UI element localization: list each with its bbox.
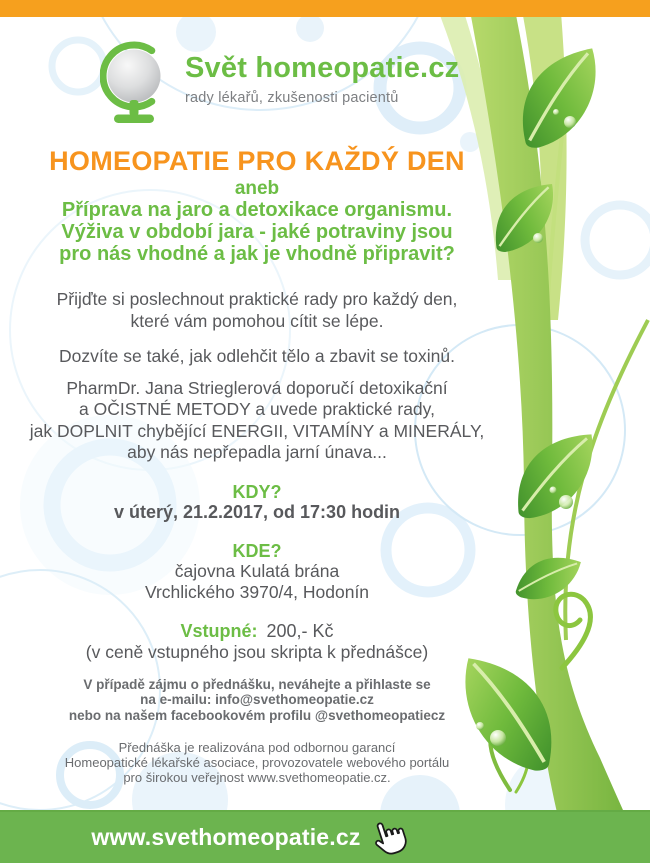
paragraph-line: jak DOPLNIT chybějící ENERGII, VITAMÍNY a MINERÁLY, <box>29 420 485 441</box>
footer-url: www.svethomeopatie.cz <box>91 824 361 850</box>
email-prefix: na e-mailu: <box>140 692 212 707</box>
intro-paragraph-1 <box>8 289 506 332</box>
top-orange-bar <box>0 0 650 17</box>
subtitle-line: Výživa v období jara - jaké potraviny jsou <box>61 221 453 243</box>
footer-website-link[interactable] <box>91 818 408 858</box>
logo-text <box>185 40 459 106</box>
paragraph-line: které vám pomohou cítit se lépe. <box>130 310 384 331</box>
contact-line: nebo na našem facebookovém profilu @svethomeopatiecz <box>68 707 446 723</box>
logo <box>100 40 459 125</box>
paragraph-line: PharmDr. Jana Strieglerová doporučí detoxikační <box>66 377 448 398</box>
subtitle-line: Příprava na jaro a detoxikace organismu. <box>61 199 453 221</box>
contact-block <box>8 677 506 724</box>
globe-on-stand-icon <box>100 40 172 125</box>
event-title: HOMEOPATIE PRO KAŽDÝ DEN <box>49 146 465 176</box>
site-tagline: rady lékařů, zkušenosti pacientů <box>185 90 399 106</box>
paragraph-line: Přijďte si poslechnout praktické rady pro každý den, <box>56 289 458 309</box>
intro-paragraph-3 <box>8 378 506 464</box>
when-label: KDY? <box>232 481 282 502</box>
guarantee-line: Přednáška je realizována pod odbornou garancí <box>118 740 396 755</box>
event-subtitle <box>8 199 506 265</box>
guarantee-line: pro širokou veřejnost www.svethomeopatie.cz. <box>123 770 391 785</box>
site-name: Svět homeopatie.cz <box>185 52 460 84</box>
venue-name: čajovna Kulatá brána <box>174 560 340 581</box>
where-value <box>8 561 506 603</box>
email-link[interactable]: info@svethomeopatie.cz <box>215 692 374 707</box>
guarantee-block <box>8 740 506 785</box>
paragraph-line: a OČISTNÉ METODY a uvede praktické rady, <box>79 399 435 419</box>
hand-cursor-icon <box>369 818 409 858</box>
when-value: v úterý, 21.2.2017, od 17:30 hodin <box>113 501 401 522</box>
admission-label: Vstupné: <box>180 620 258 641</box>
admission-note: (v ceně vstupného jsou skripta k přednášce) <box>85 641 429 662</box>
where-label: KDE? <box>232 540 282 561</box>
paragraph-line: aby nás nepřepadla jarní únava... <box>127 442 387 462</box>
headline-connector: aneb <box>234 178 280 199</box>
admission-price: 200,- Kč <box>266 620 334 641</box>
contact-line: V případě zájmu o přednášku, neváhejte a přihlaste se <box>83 676 431 692</box>
footer-bar <box>0 810 650 863</box>
guarantee-line: Homeopatické lékařské asociace, provozovatele webového portálu <box>64 755 450 770</box>
admission <box>8 621 506 642</box>
venue-address: Vrchlického 3970/4, Hodonín <box>144 581 370 602</box>
subtitle-line: pro nás vhodné a jak je vhodně připravit? <box>59 243 455 265</box>
flyer-content <box>8 144 506 785</box>
contact-line <box>8 692 506 708</box>
intro-paragraph-2: Dozvíte se také, jak odlehčit tělo a zbavit se toxinů. <box>59 346 455 366</box>
